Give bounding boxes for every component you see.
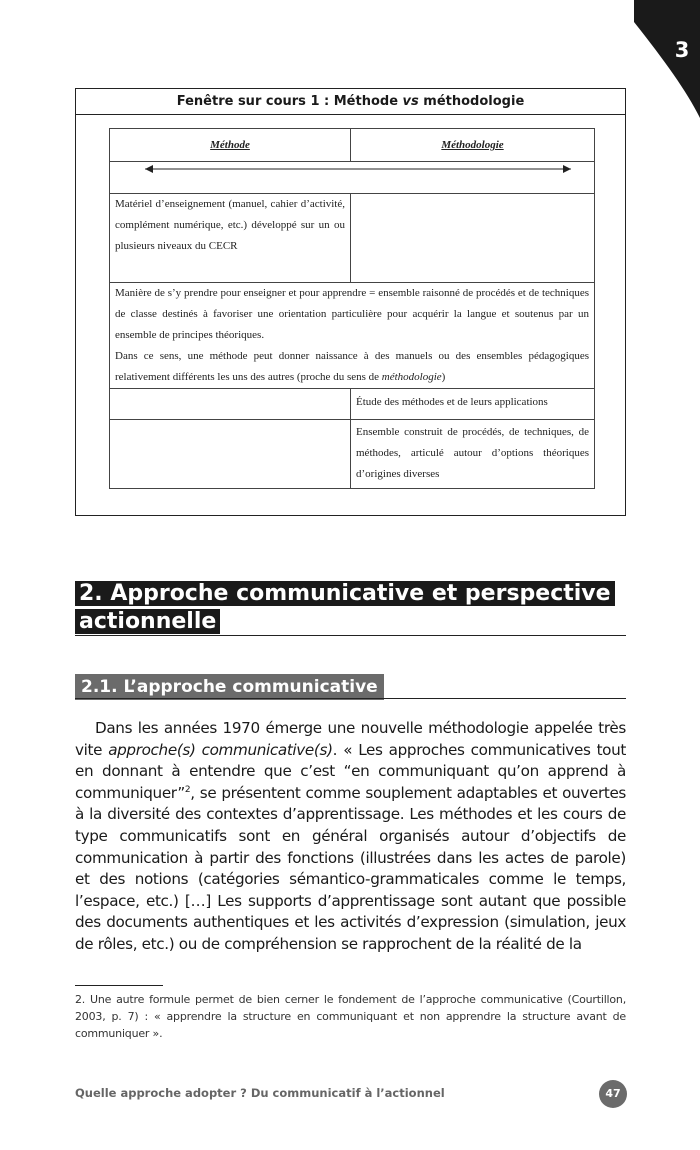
footnote-ref[interactable]: 2 <box>184 784 191 795</box>
body-text-quote: . « Les approches communicatives tout en donnant à entendre que c’est “en communiquant qu’on apprend à communiquer” <box>75 740 627 802</box>
body-text-start: Dans les années 1970 émerge une nouvelle méthodologie appelée très vite <box>75 719 626 759</box>
p2-italic: méthodologie <box>381 371 442 383</box>
course-box-title <box>76 89 625 115</box>
methode-definition-cell: Matériel d’enseignement (manuel, cahier d’activité, complément numérique, etc.) développé sur un ou plusieurs niveaux du CECR <box>110 194 351 283</box>
subsection-heading-rule <box>75 698 626 699</box>
shared-definition-p2 <box>115 346 589 388</box>
body-italic: approche(s) communicative(s) <box>108 740 333 759</box>
p2-text: Dans ce sens, une méthode peut donner naissance à des manuels ou des ensembles pédagogiques relativement différents les uns des autres (proche du sens de <box>115 350 589 383</box>
title-italic: vs <box>402 94 419 109</box>
column-header-methode: Méthode <box>110 129 351 162</box>
section-heading-line2: actionnelle <box>75 609 220 634</box>
footnote-rule <box>75 985 163 986</box>
title-text-end: méthodologie <box>418 94 525 109</box>
section-heading-line1: 2. Approche communicative et perspective <box>75 581 615 606</box>
body-text-end: , se présentent comme souplement adaptables et ouvertes à la diversité des contextes d’apprentissage. Les méthodes et les cours de type communicatifs sont en général organisés autour d’objectifs de communication à partir des fonctions (illustrées dans les actes de parole) et des notions (catégories sémantico-grammaticales comme le temps, l’espace, etc.) […] Les supports d’apprentissage sont autant que possible des documents authentiques et les activités d’expression (simulation, jeux de rôles, etc.) ou de compréhension se rapprochent de la réalité de la <box>75 783 626 953</box>
body-paragraph <box>75 718 626 956</box>
p2-end: ) <box>441 371 446 383</box>
methodologie-definition-2: Ensemble construit de procédés, de techniques, de méthodes, articulé autour d’options théoriques d’origines diverses <box>351 420 595 489</box>
footnote: 2. Une autre formule permet de bien cerner le fondement de l’approche communicative (Courtillon, 2003, p. 7) : « apprendre la structure en communiquant et non apprendre la structure avant de communiquer ». <box>75 993 626 1040</box>
section-heading <box>75 580 626 636</box>
method-methodology-table <box>109 128 595 489</box>
chapter-number: 3 <box>674 38 690 62</box>
double-arrow-row <box>110 162 595 194</box>
course-window-box <box>75 88 626 516</box>
shared-definition-p1: Manière de s’y prendre pour enseigner et pour apprendre = ensemble raisonné de procédés et de techniques de classe destinés à favoriser une orientation particulière pour acquérir la langue et soutenus par un ensemble de principes théoriques. <box>115 287 589 341</box>
subsection-heading: 2.1. L’approche communicative <box>75 674 384 700</box>
running-footer-title: Quelle approche adopter ? Du communicatif à l’actionnel <box>75 1086 445 1100</box>
empty-cell <box>351 194 595 283</box>
empty-cell <box>110 389 351 420</box>
section-heading-rule <box>75 635 626 636</box>
shared-definition-cell <box>110 283 595 389</box>
empty-cell <box>110 420 351 489</box>
column-header-methodologie: Méthodologie <box>351 129 595 162</box>
methodologie-definition-1: Étude des méthodes et de leurs applications <box>351 389 595 420</box>
title-text: Fenêtre sur cours 1 : Méthode <box>176 94 403 109</box>
page-number-badge: 47 <box>599 1080 627 1108</box>
chapter-tab <box>634 0 700 118</box>
double-arrow-icon <box>115 162 589 176</box>
